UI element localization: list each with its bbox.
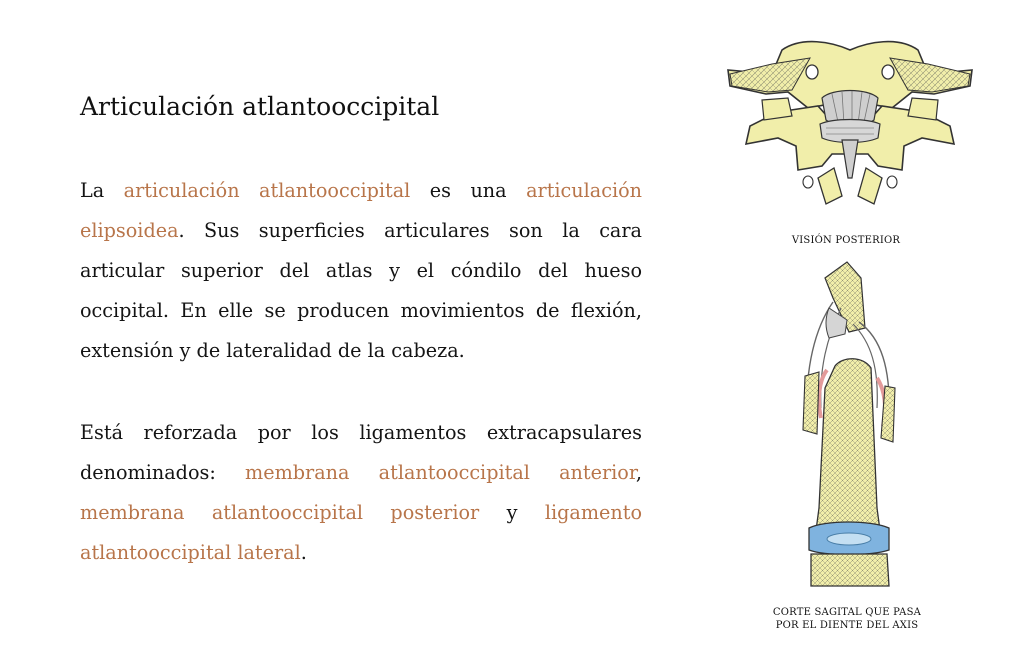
term-link-elipsoidea[interactable]: articulación elipsoidea [80, 179, 643, 242]
sagittal-caption-line1: CORTE SAGITAL QUE PASA [772, 607, 922, 618]
text-segment: La [80, 179, 124, 202]
sagittal-caption-line2: POR EL DIENTE DEL AXIS [775, 620, 919, 631]
term-link-atlantooccipital[interactable]: articulación atlantooccipital [123, 179, 411, 202]
sagittal-section-illustration [785, 258, 905, 588]
term-link-membrana-posterior[interactable]: membrana atlantooccipital posterior [80, 501, 480, 524]
sagittal-section-caption [752, 606, 942, 632]
term-link-ligamento-lateral[interactable]: ligamento atlantooccipital lateral [80, 501, 642, 564]
text-segment: y [479, 501, 545, 524]
posterior-view-illustration [722, 28, 978, 214]
text-segment: , [635, 461, 643, 484]
text-segment: Está reforzada por los ligamentos extracapsulares denominados: [80, 421, 642, 484]
text-segment: es una [410, 179, 527, 202]
posterior-view-caption: VISIÓN POSTERIOR [791, 235, 901, 246]
paragraph-description [80, 171, 642, 371]
page-title: Articulación atlantooccipital [80, 92, 440, 121]
term-link-membrana-anterior[interactable]: membrana atlantooccipital anterior [245, 461, 636, 484]
paragraph-ligaments [80, 413, 642, 573]
text-segment: . [300, 541, 307, 564]
text-segment: . Sus superficies articulares son la cara articular superior del atlas y el cóndilo del hueso occipital. En elle se producen movimientos de flexión, extensión y de lateralidad de la cabeza. [80, 219, 642, 362]
